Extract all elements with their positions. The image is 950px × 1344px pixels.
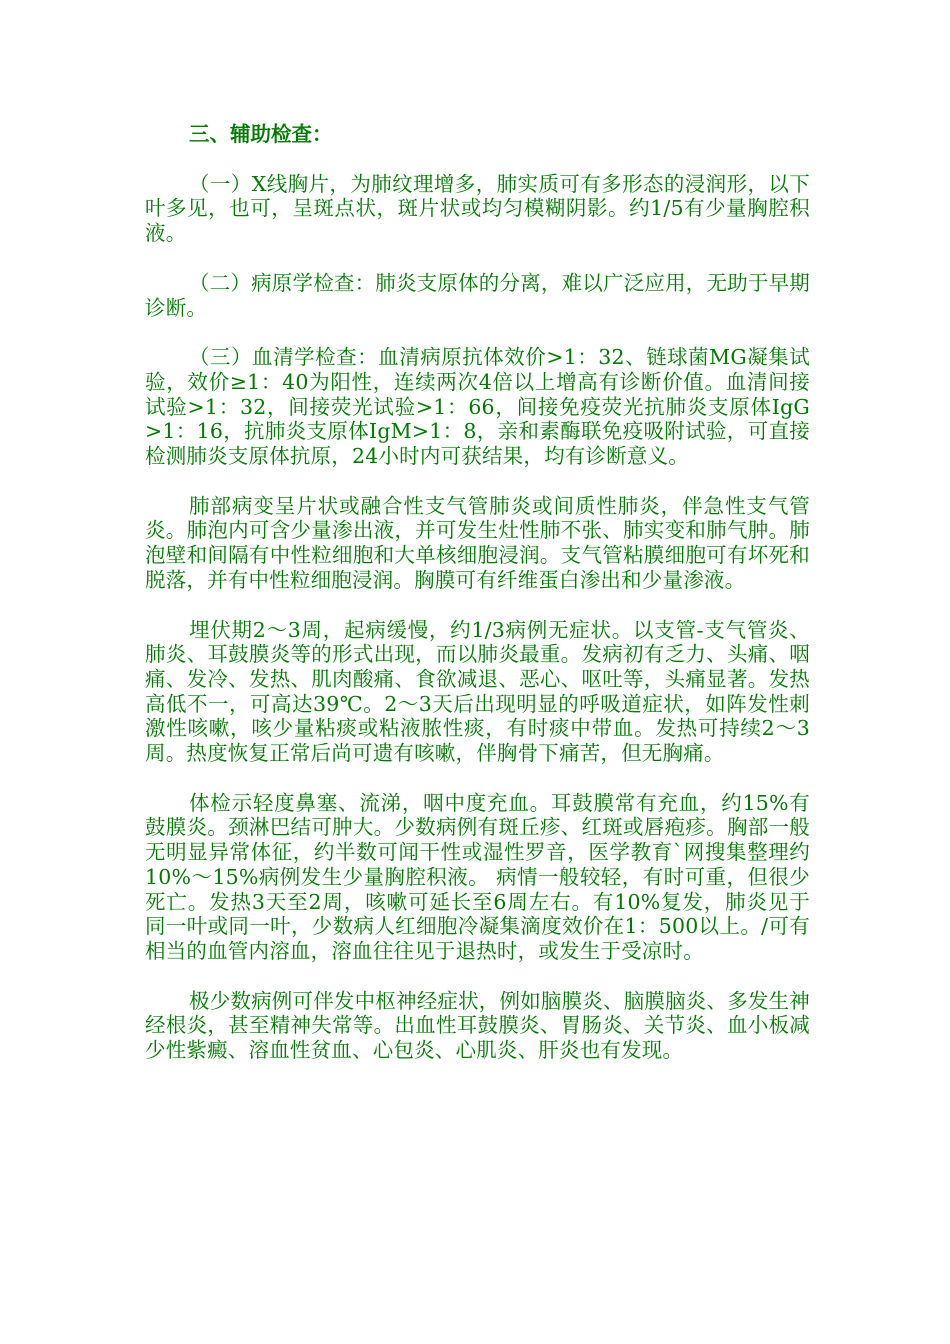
document-body [145,122,810,1063]
paragraph-complications: 极少数病例可伴发中枢神经症状，例如脑膜炎、脑膜脑炎、多发生神经根炎，甚至精神失常等。出血性耳鼓膜炎、胃肠炎、关节炎、血小板减少性紫癜、溶血性贫血、心包炎、心肌炎、肝炎也有发现。 [145,988,810,1063]
paragraph-pathology: 肺部病变呈片状或融合性支气管肺炎或间质性肺炎，伴急性支气管炎。肺泡内可含少量渗出液，并可发生灶性肺不张、肺实变和肺气肿。肺泡壁和间隔有中性粒细胞和大单核细胞浸润。支气管粘膜细胞可有坏死和脱落，并有中性粒细胞浸润。胸膜可有纤维蛋白渗出和少量渗液。 [145,493,810,592]
paragraph-pathogen-test: （二）病原学检查：肺炎支原体的分离，难以广泛应用，无助于早期诊断。 [145,270,810,320]
paragraph-serology-test: （三）血清学检查：血清病原抗体效价>1：32、链球菌MG凝集试验，效价≥1：40为阳性，连续两次4倍以上增高有诊断价值。血清间接试验>1：32，间接荧光试验>1：66，间接免疫荧光抗肺炎支原体IgG>1：16，抗肺炎支原体IgM>1：8，亲和素酶联免疫吸附试验，可直接检测肺炎支原体抗原，24小时内可获结果，均有诊断意义。 [145,345,810,469]
paragraph-xray: （一）X线胸片，为肺纹理增多，肺实质可有多形态的浸润形，以下叶多见，也可，呈斑点状，斑片状或均匀模糊阴影。约1/5有少量胸腔积液。 [145,171,810,246]
paragraph-physical-exam: 体检示轻度鼻塞、流涕，咽中度充血。耳鼓膜常有充血，约15%有鼓膜炎。颈淋巴结可肿大。少数病例有斑丘疹、红斑或唇疱疹。胸部一般无明显异常体征，约半数可闻干性或湿性罗音，医学教育`网搜集整理约10%～15%病例发生少量胸腔积液。 病情一般较轻，有时可重，但很少死亡。发热3天至2周，咳嗽可延长至6周左右。有10%复发，肺炎见于同一叶或同一叶，少数病人红细胞冷凝集滴度效价在1：500以上。/可有相当的血管内溶血，溶血往往见于退热时，或发生于受凉时。 [145,790,810,963]
section-heading: 三、辅助检查： [189,122,333,146]
paragraph-incubation-symptoms: 埋伏期2～3周，起病缓慢，约1/3病例无症状。以支管-支气管炎、肺炎、耳鼓膜炎等的形式出现，而以肺炎最重。发病初有乏力、头痛、咽痛、发冷、发热、肌肉酸痛、食欲减退、恶心、呕吐等，头痛显著。发热高低不一，可高达39℃。2～3天后出现明显的呼吸道症状，如阵发性刺激性咳嗽，咳少量粘痰或粘液脓性痰，有时痰中带血。发热可持续2～3周。热度恢复正常后尚可遗有咳嗽，伴胸骨下痛苦，但无胸痛。 [145,617,810,766]
